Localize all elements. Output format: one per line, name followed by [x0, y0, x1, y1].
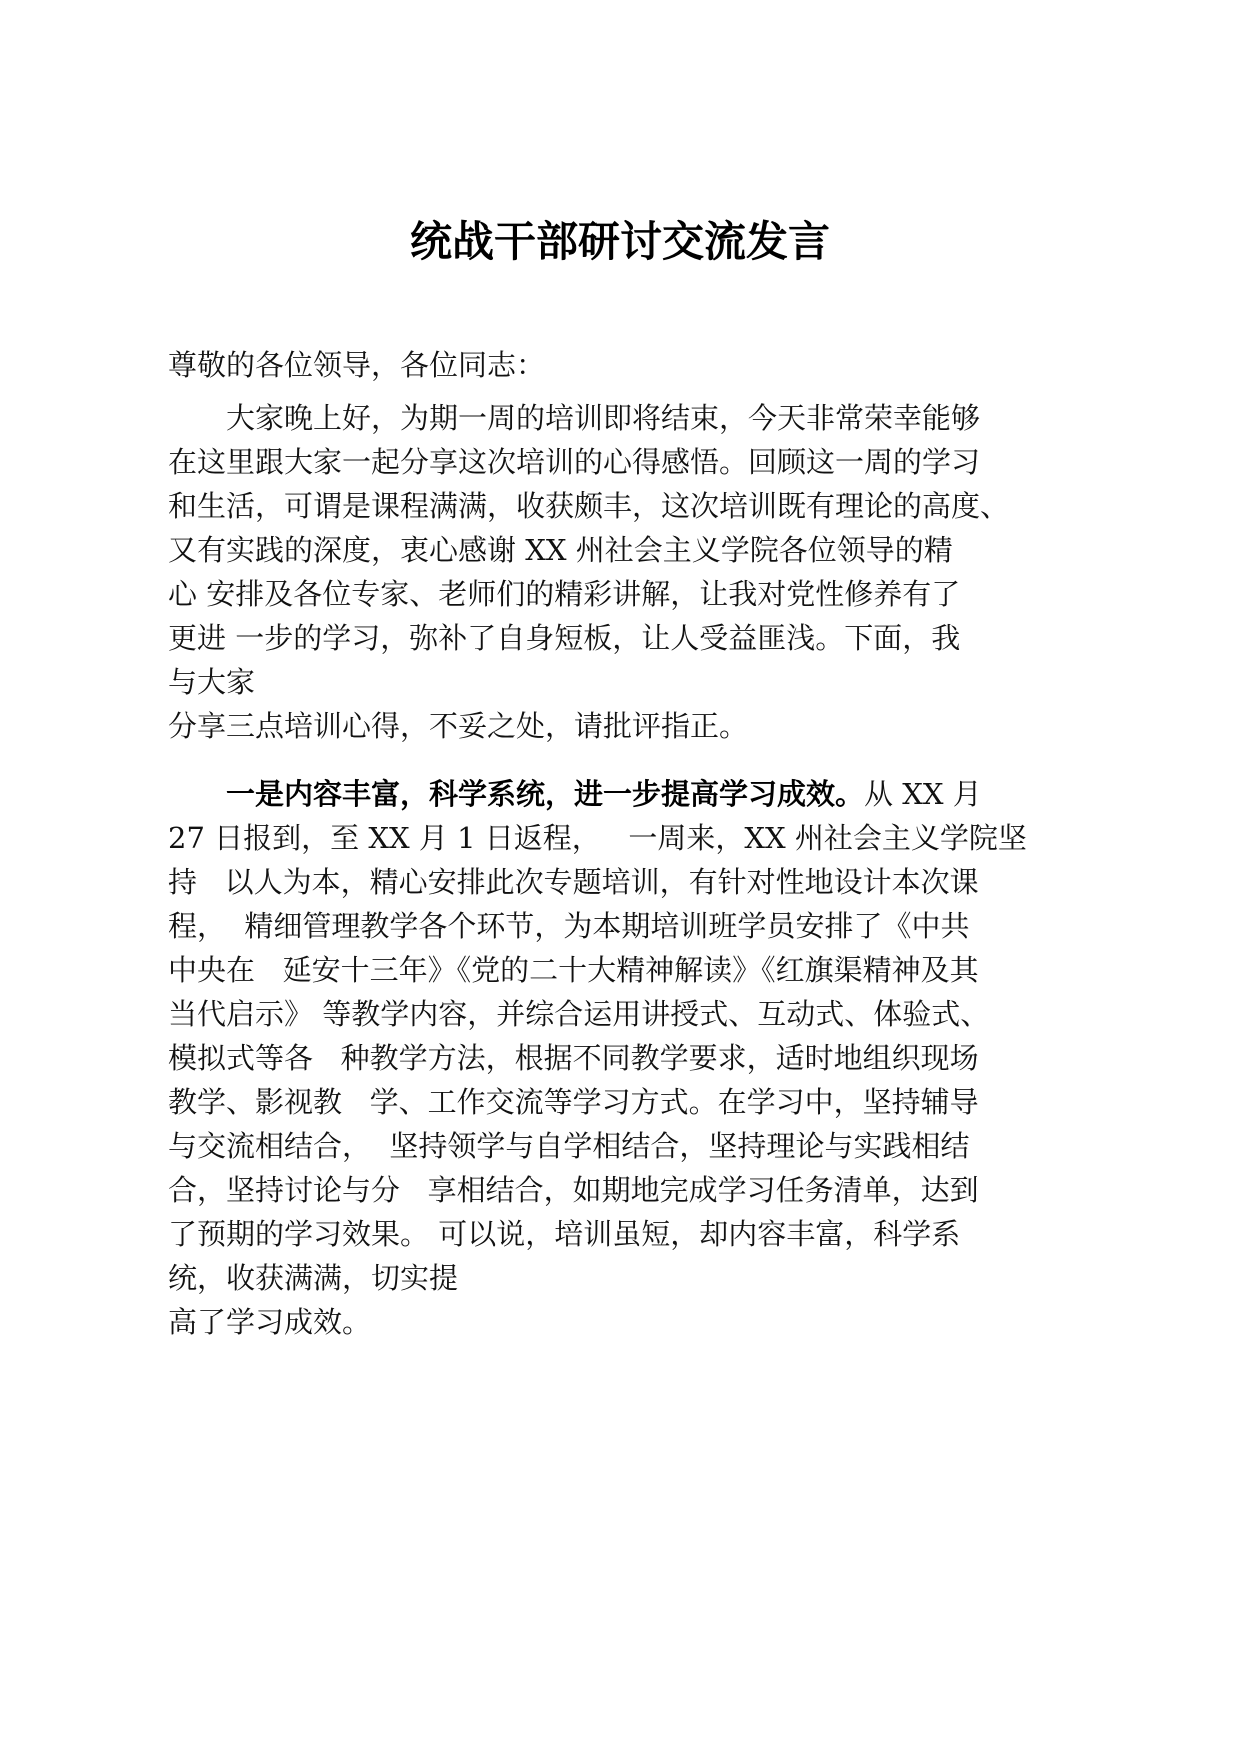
paragraph2-line: 与交流相结合， 坚持领学与自学相结合，坚持理论与实践相结 [168, 1129, 970, 1163]
paragraph2-line: 统，收获满满，切实提 [168, 1261, 459, 1295]
paragraph1-line: 心 安排及各位专家、老师们的精彩讲解，让我对党性修养有了 [168, 577, 961, 611]
paragraph1-line: 大家晚上好，为期一周的培训即将结束，今天非常荣幸能够 [168, 401, 981, 435]
paragraph2-first-line [168, 774, 982, 814]
paragraph1-line: 又有实践的深度，衷心感谢 XX 州社会主义学院各位领导的精 [168, 533, 953, 567]
paragraph2-line: 教学、影视教 学、工作交流等学习方式。在学习中，坚持辅导 [168, 1085, 979, 1119]
paragraph1-line: 和生活，可谓是课程满满，收获颇丰，这次培训既有理论的高度、 [168, 489, 1010, 523]
paragraph1-line: 与大家 [168, 665, 256, 699]
paragraph1-line: 更进 一步的学习，弥补了自身短板，让人受益匪浅。下面，我 [168, 621, 961, 655]
paragraph1-line: 分享三点培训心得，不妥之处，请批评指正。 [168, 709, 749, 743]
paragraph2-line: 当代启示》 等教学内容，并综合运用讲授式、互动式、体验式、 [168, 997, 990, 1031]
paragraph2-line: 27 日报到，至 XX 月 1 日返程， 一周来，XX 州社会主义学院坚 [168, 821, 1027, 855]
paragraph1-line: 在这里跟大家一起分享这次培训的心得感悟。回顾这一周的学习 [168, 445, 981, 479]
paragraph2-line: 中央在 延安十三年》《党的二十大精神解读》《红旗渠精神及其 [168, 953, 979, 987]
paragraph2-line: 了预期的学习效果。 可以说，培训虽短，却内容丰富，科学系 [168, 1217, 961, 1251]
paragraph2-line: 高了学习成效。 [168, 1305, 372, 1339]
paragraph2-heading: 一是内容丰富，科学系统，进一步提高学习成效。 [226, 777, 865, 811]
paragraph2-line: 持 以人为本，精心安排此次专题培训，有针对性地设计本次课 [168, 865, 979, 899]
document-title: 统战干部研讨交流发言 [409, 217, 830, 266]
paragraph2-line: 模拟式等各 种教学方法，根据不同教学要求，适时地组织现场 [168, 1041, 979, 1075]
salutation: 尊敬的各位领导，各位同志： [168, 348, 546, 382]
paragraph2-line: 合，坚持讨论与分 享相结合，如期地完成学习任务清单，达到 [168, 1173, 979, 1207]
paragraph2-first-rest: 从 XX 月 [864, 777, 982, 811]
paragraph2-line: 程， 精细管理教学各个环节，为本期培训班学员安排了《中共 [168, 909, 970, 943]
